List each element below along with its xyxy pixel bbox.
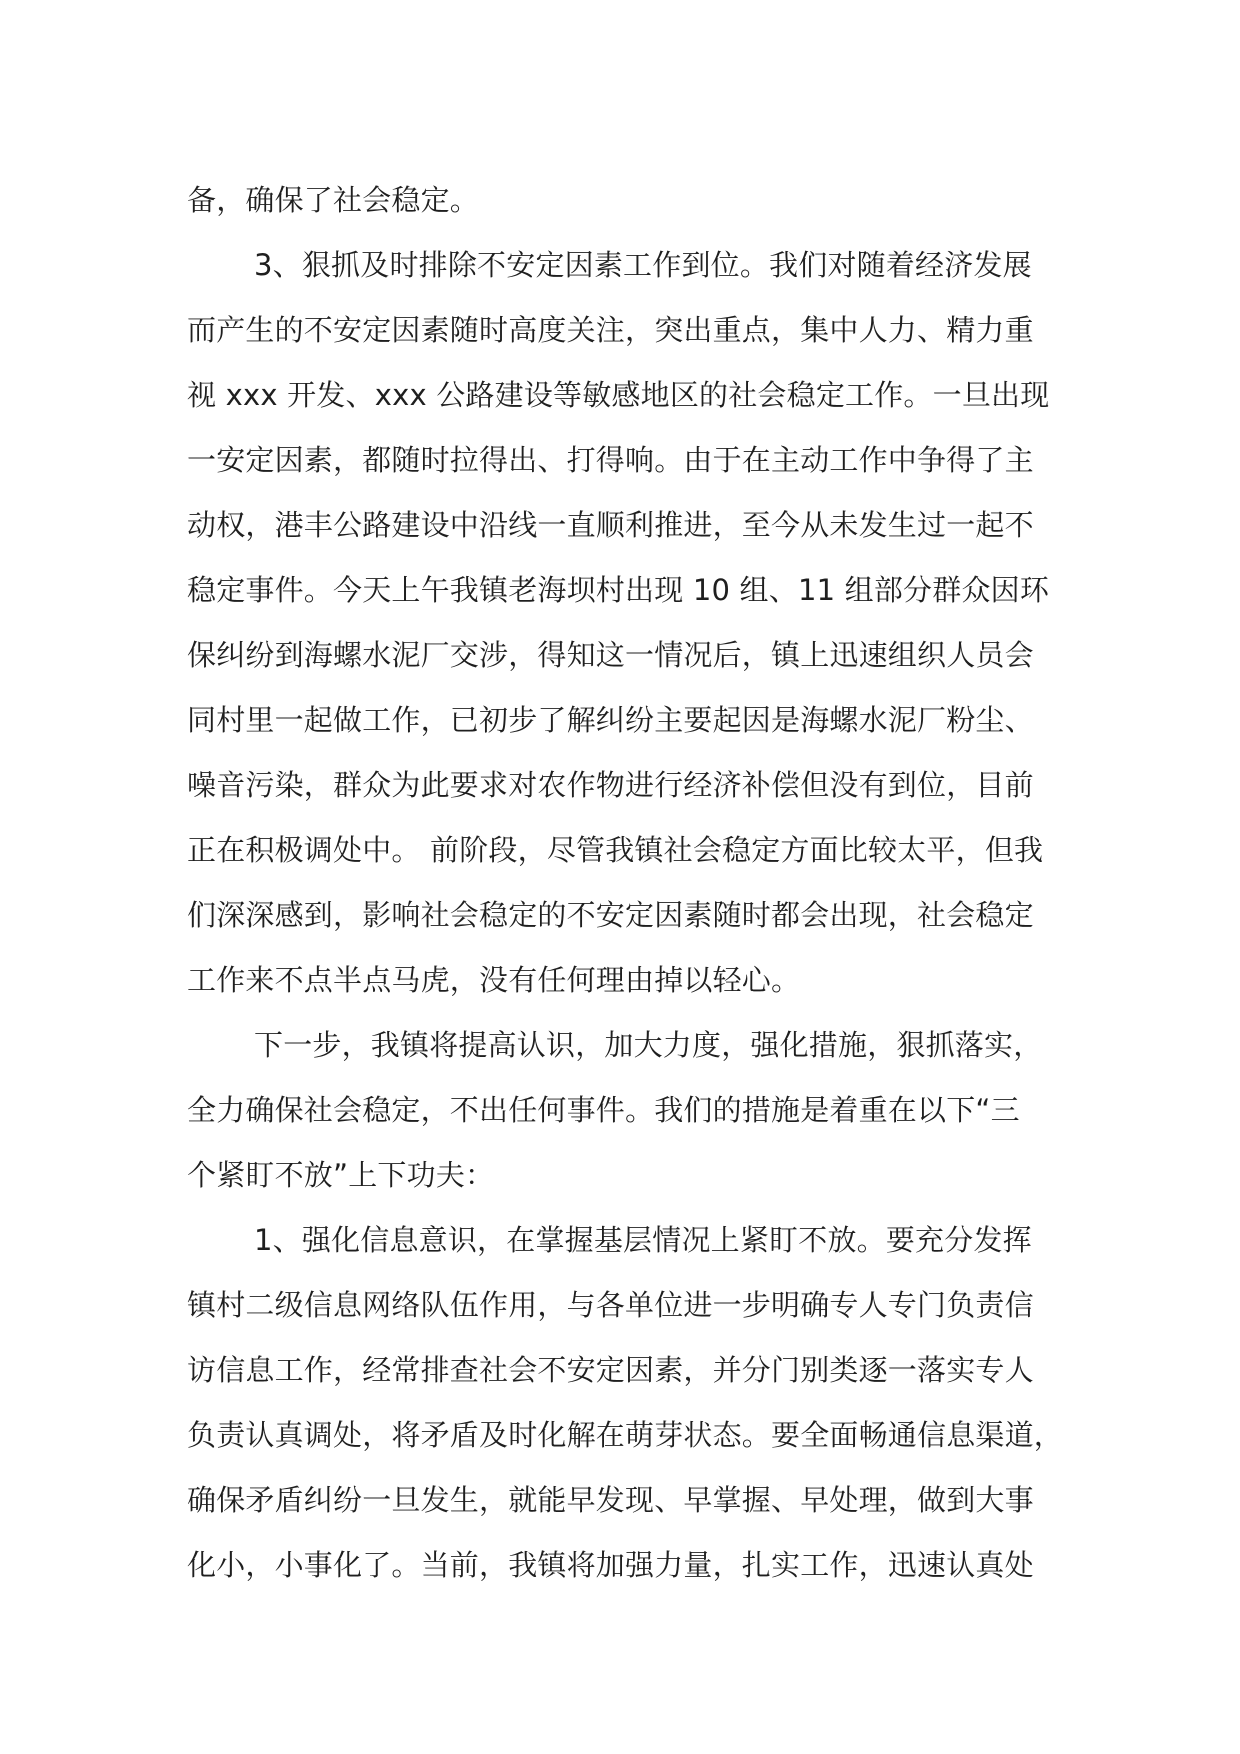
text-line: 3、狠抓及时排除不安定因素工作到位。我们对随着经济发展 [254,248,1032,282]
text-line: 确保矛盾纠纷一旦发生，就能早发现、早掌握、早处理，做到大事 [187,1483,1034,1517]
text-line: 噪音污染，群众为此要求对农作物进行经济补偿但没有到位，目前 [187,768,1034,802]
text-line: 一安定因素，都随时拉得出、打得响。由于在主动工作中争得了主 [187,443,1034,477]
text-line: 稳定事件。今天上午我镇老海坝村出现 10 组、11 组部分群众因环 [187,573,1050,607]
text-line: 个紧盯不放”上下功夫： [187,1158,495,1192]
text-line: 工作来不点半点马虎，没有任何理由掉以轻心。 [187,963,801,997]
text-line: 全力确保社会稳定，不出任何事件。我们的措施是着重在以下“三 [187,1093,1020,1127]
text-line: 同村里一起做工作，已初步了解纠纷主要起因是海螺水泥厂粉尘、 [187,703,1034,737]
text-line: 访信息工作，经常排查社会不安定因素，并分门别类逐一落实专人 [187,1353,1034,1387]
document-body [187,168,1087,1598]
text-line: 保纠纷到海螺水泥厂交涉，得知这一情况后，镇上迅速组织人员会 [187,638,1034,672]
text-line: 1、强化信息意识，在掌握基层情况上紧盯不放。要充分发挥 [254,1223,1032,1257]
text-line: 而产生的不安定因素随时高度关注，突出重点，集中人力、精力重 [187,313,1034,347]
text-line: 动权，港丰公路建设中沿线一直顺利推进，至今从未发生过一起不 [187,508,1034,542]
text-line: 们深深感到，影响社会稳定的不安定因素随时都会出现，社会稳定 [187,898,1034,932]
text-line: 正在积极调处中。 前阶段，尽管我镇社会稳定方面比较太平，但我 [187,833,1044,867]
text-line: 负责认真调处，将矛盾及时化解在萌芽状态。要全面畅通信息渠道， [187,1418,1064,1452]
text-line: 下一步，我镇将提高认识，加大力度，强化措施，狠抓落实， [254,1028,1043,1062]
text-line: 视 xxx 开发、xxx 公路建设等敏感地区的社会稳定工作。一旦出现 [187,378,1050,412]
text-line: 镇村二级信息网络队伍作用，与各单位进一步明确专人专门负责信 [187,1288,1034,1322]
text-line: 化小，小事化了。当前，我镇将加强力量，扎实工作，迅速认真处 [187,1548,1034,1582]
text-line: 备，确保了社会稳定。 [187,183,480,217]
